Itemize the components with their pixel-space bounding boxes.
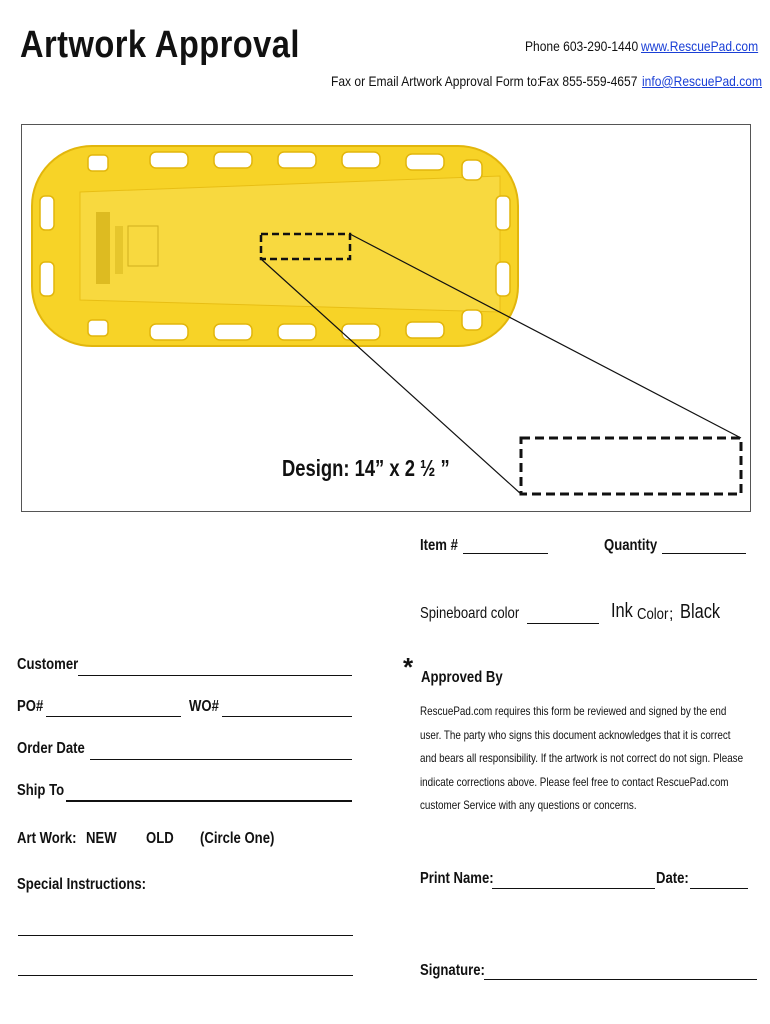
circle-one-hint: (Circle One) — [200, 830, 275, 847]
item-number-field[interactable] — [463, 553, 548, 554]
ink-prefix: Ink — [611, 600, 633, 622]
ink-color-value: Black — [680, 601, 721, 623]
order-date-field[interactable] — [90, 759, 352, 760]
special-instructions-line-1[interactable] — [18, 935, 353, 936]
date-field[interactable] — [690, 888, 748, 889]
print-name-label: Print Name: — [420, 870, 494, 887]
print-name-field[interactable] — [492, 888, 655, 889]
ship-to-field[interactable] — [66, 800, 352, 802]
customer-field[interactable] — [78, 675, 352, 676]
signature-field[interactable] — [484, 979, 757, 980]
spineboard-image — [32, 146, 518, 346]
email-link[interactable]: info@RescuePad.com — [642, 73, 762, 89]
ship-to-label: Ship To — [17, 782, 65, 799]
design-area-enlarged — [521, 438, 741, 494]
spineboard-color-field[interactable] — [527, 623, 599, 624]
quantity-label: Quantity — [604, 537, 658, 554]
design-dimensions: Design: 14” x 2 ½ ” — [282, 455, 450, 481]
approved-by-label: Approved By — [421, 669, 503, 686]
special-instructions-line-2[interactable] — [18, 975, 353, 976]
fax-number: Fax 855-559-4657 — [539, 73, 638, 89]
fax-instructions: Fax or Email Artwork Approval Form to: — [331, 73, 541, 89]
wo-label: WO# — [189, 698, 219, 715]
spineboard-color-label: Spineboard color — [420, 605, 520, 622]
special-instructions-label: Special Instructions: — [17, 876, 147, 893]
art-work-new-option[interactable]: NEW — [86, 830, 117, 847]
po-field[interactable] — [46, 716, 181, 717]
website-link[interactable]: www.RescuePad.com — [641, 38, 759, 54]
approval-terms: RescuePad.com requires this form be reviewed and signed by the end user. The party who signs this document acknowledges that it is correct and bears all responsibility. If the artwork is not correct do not sign. Please indicate corrections above. Please feel free to contact RescuePad.com customer Service with any questions or concerns. — [420, 704, 744, 812]
customer-label: Customer — [17, 656, 79, 673]
art-work-old-option[interactable]: OLD — [146, 830, 174, 847]
date-label: Date: — [656, 870, 689, 887]
required-asterisk: * — [403, 652, 414, 682]
quantity-field[interactable] — [662, 553, 746, 554]
art-work-label: Art Work: — [17, 830, 77, 847]
wo-field[interactable] — [222, 716, 352, 717]
signature-label: Signature: — [420, 962, 485, 979]
po-label: PO# — [17, 698, 44, 715]
item-number-label: Item # — [420, 537, 458, 554]
phone-number: Phone 603-290-1440 — [525, 38, 639, 54]
ink-color-label: Color — [637, 606, 669, 623]
ink-color-colon: ; — [669, 606, 674, 623]
page-title: Artwork Approval — [20, 24, 300, 66]
order-date-label: Order Date — [17, 740, 85, 757]
